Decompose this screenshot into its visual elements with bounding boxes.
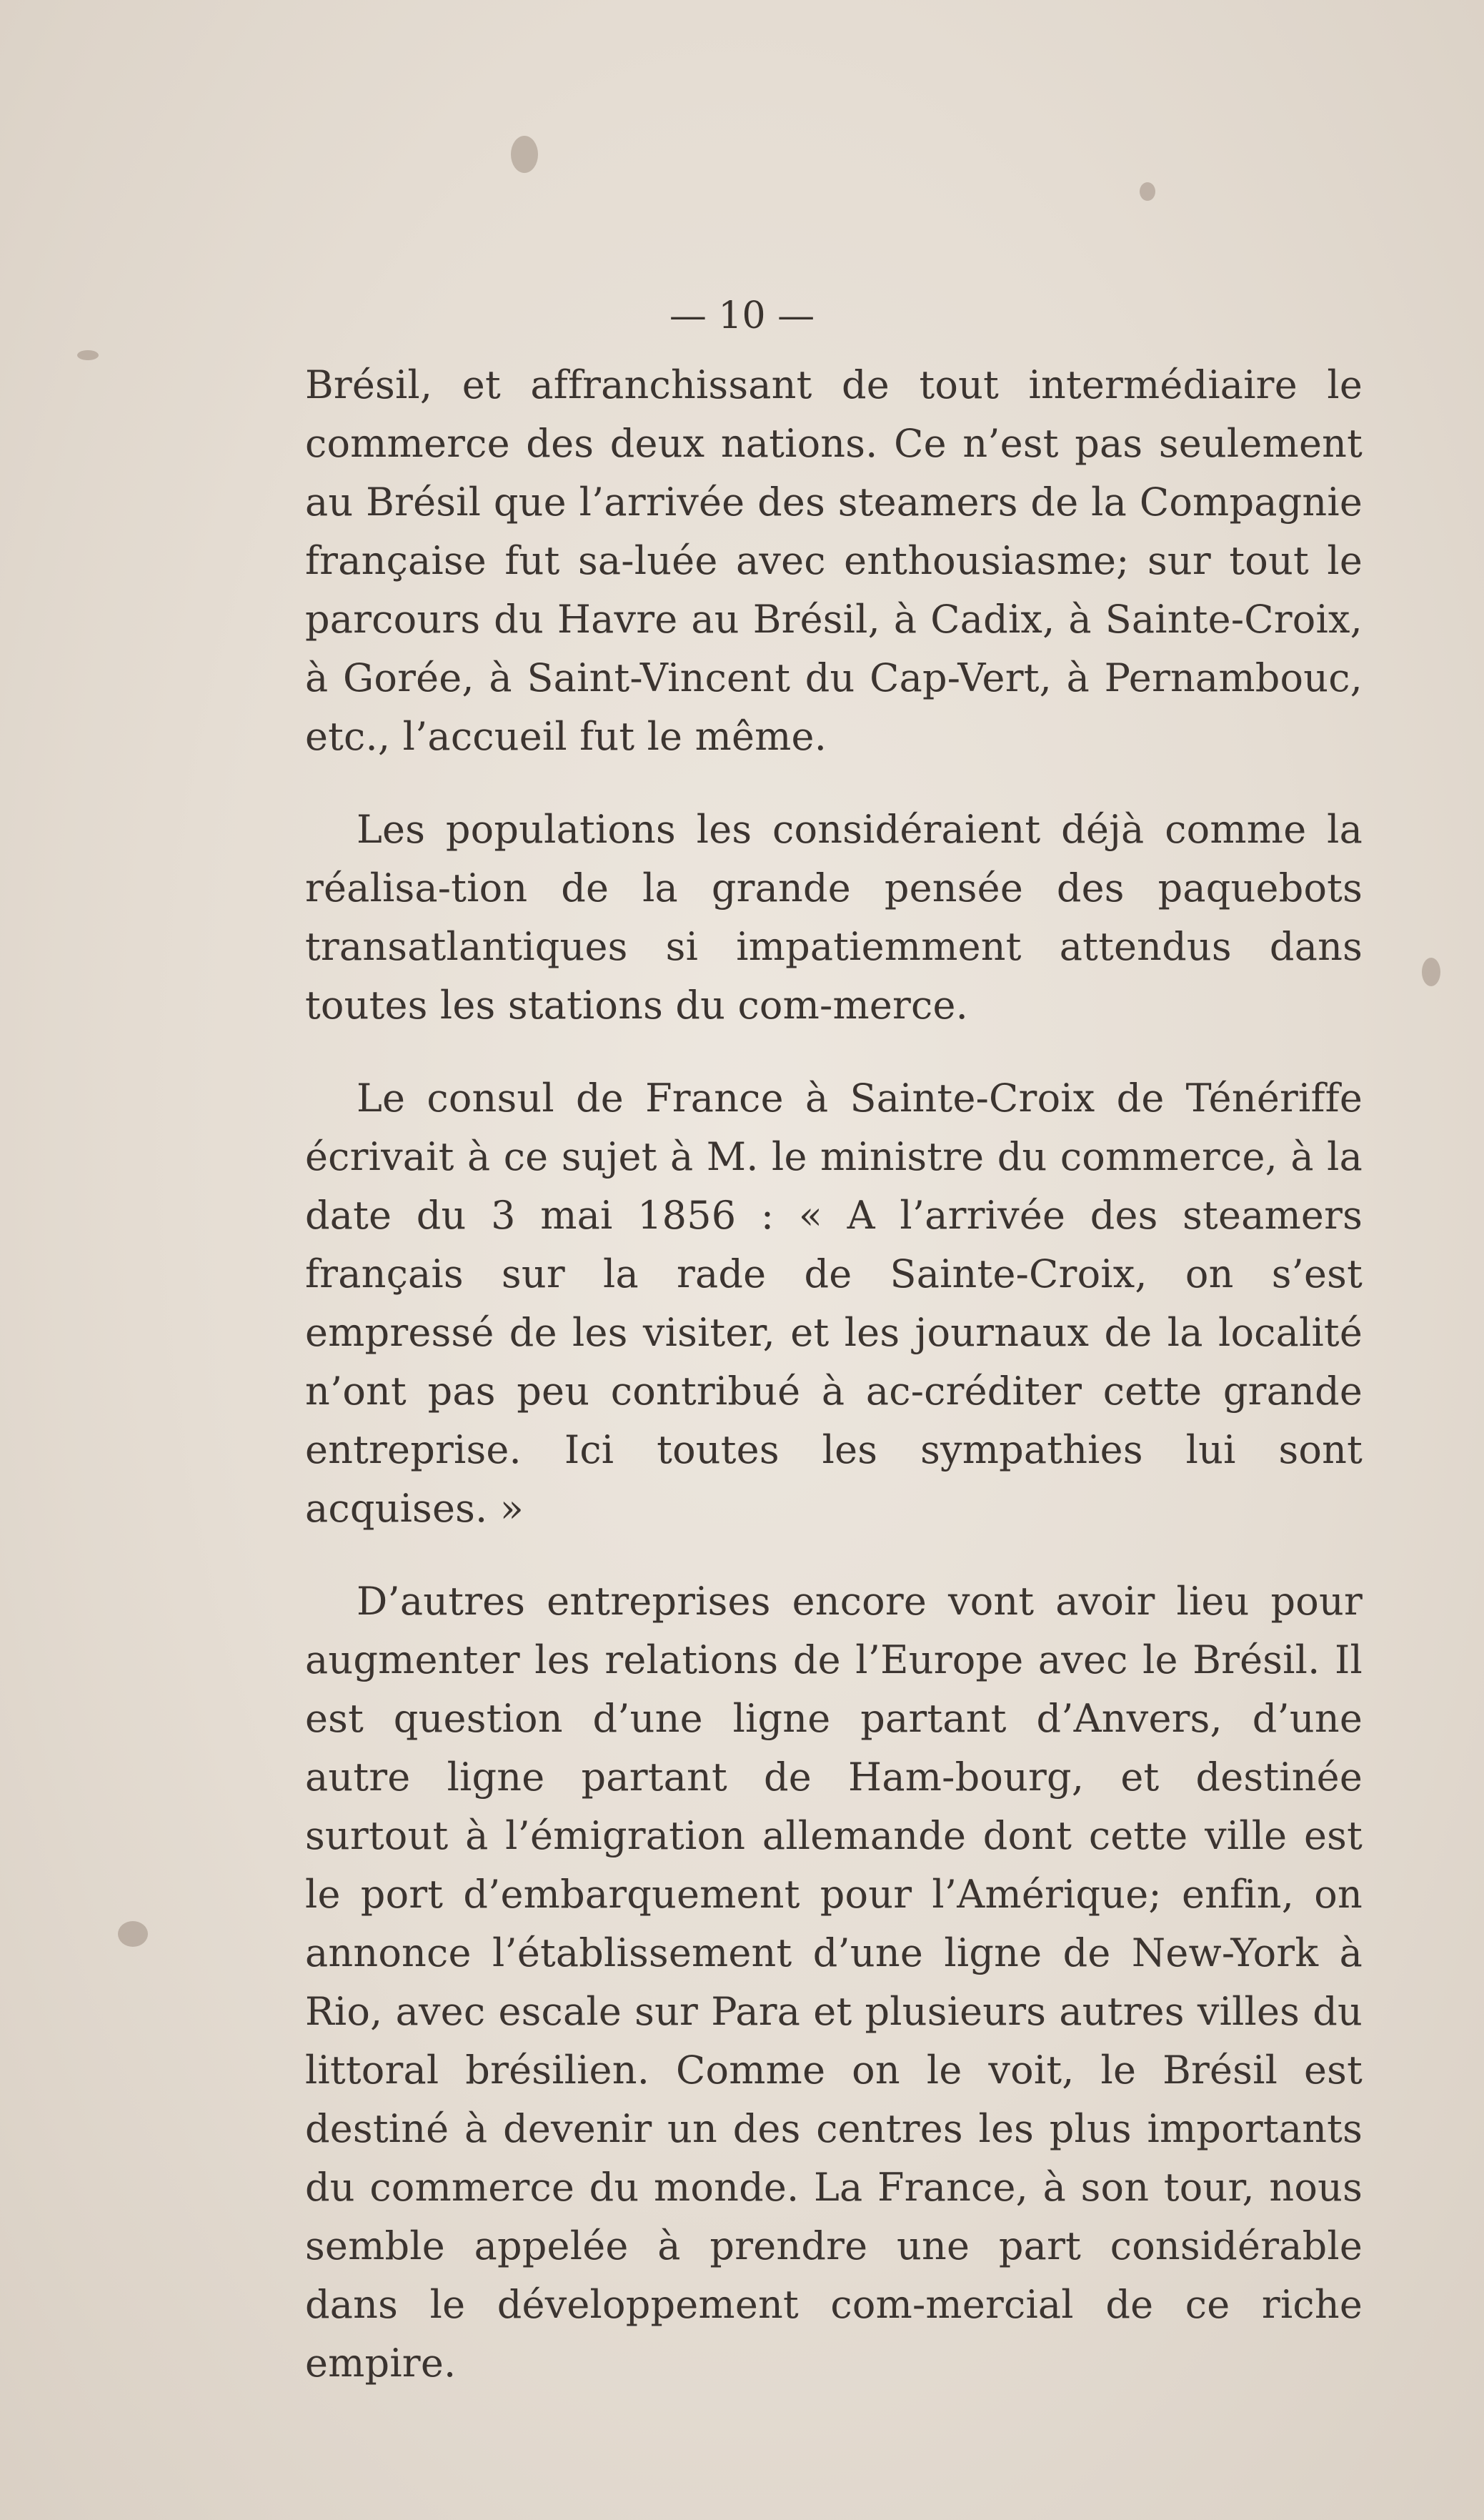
- paper-speck: [118, 1921, 148, 1947]
- paper-speck: [1140, 182, 1155, 201]
- paper-speck: [77, 350, 99, 360]
- paragraph-3: Le consul de France à Sainte-Croix de Ténériffe écrivait à ce sujet à M. le ministre du commerce, à la date du 3 mai 1856 : « A l’arrivée des steamers français sur la rade de Sainte-Croix, on s’est empressé de les visiter, et les journaux de la localité n’ont pas peu contribué à ac-créditer cette grande entreprise. Ici toutes les sympathies lui sont acquises. »: [305, 1076, 1363, 1531]
- paragraph-2: Les populations les considéraient déjà comme la réalisa-tion de la grande pensée des paquebots transatlantiques si impatiemment attendus dans toutes les stations du com-merce.: [305, 807, 1363, 1028]
- paragraph-4: D’autres entreprises encore vont avoir lieu pour augmenter les relations de l’Europe avec le Brésil. Il est question d’une ligne partant d’Anvers, d’une autre ligne partant de Ham-bourg, et destinée surtout à l’émigration allemande dont cette ville est le port d’embarquement pour l’Amérique; enfin, on annonce l’établissement d’une ligne de New-York à Rio, avec escale sur Para et plusieurs autres villes du littoral brésilien. Comme on le voit, le Brésil est destiné à devenir un des centres les plus importants du commerce du monde. La France, à son tour, nous semble appelée à prendre une part considérable dans le développement com-mercial de ce riche empire.: [305, 1579, 1363, 2386]
- paper-speck: [1422, 958, 1440, 986]
- body-text: [305, 356, 1363, 2427]
- page-number: — 10 —: [669, 294, 815, 337]
- paper-speck: [511, 136, 538, 173]
- paragraph-1: Brésil, et affranchissant de tout intermédiaire le commerce des deux nations. Ce n’est pas seulement au Brésil que l’arrivée des steamers de la Compagnie française fut sa-luée avec enthousiasme; sur tout le parcours du Havre au Brésil, à Cadix, à Sainte-Croix, à Gorée, à Saint-Vincent du Cap-Vert, à Pernambouc, etc., l’accueil fut le même.: [305, 362, 1363, 759]
